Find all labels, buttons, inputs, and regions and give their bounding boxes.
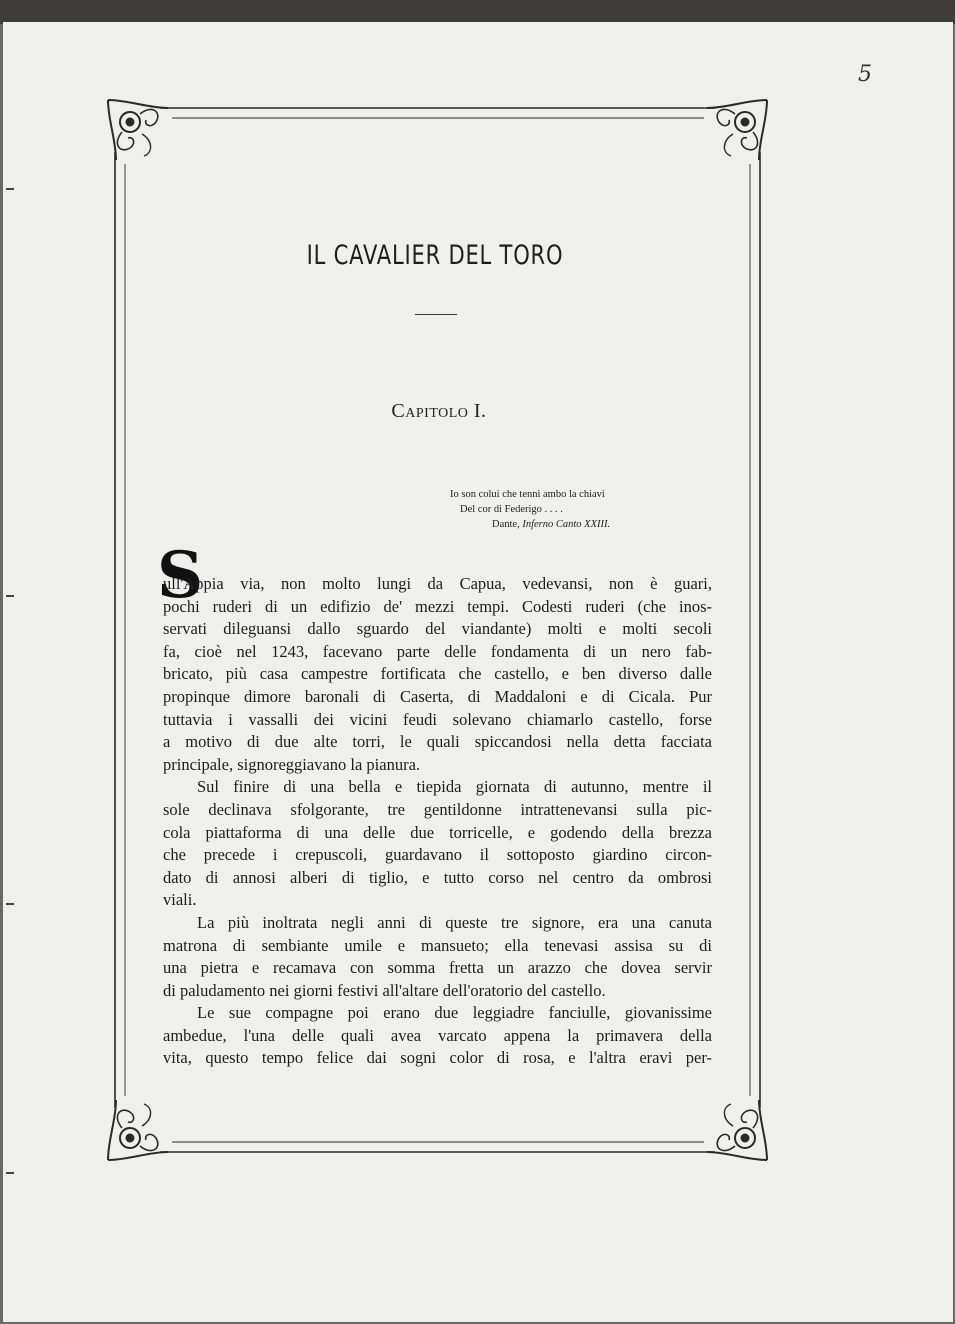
text-line: matrona di sembiante umile e mansueto; ella tenevasi assisa su di bbox=[163, 935, 712, 955]
text-line: tuttavia i vassalli dei vicini feudi solevano chiamarlo castello, forse bbox=[163, 709, 712, 729]
title-divider bbox=[415, 314, 457, 315]
epigraph-line: Del cor di Federigo . . . . bbox=[460, 504, 563, 515]
text-line: fa, cioè nel 1243, facevano parte delle fondamenta di un nero fab- bbox=[163, 641, 712, 661]
page-number: 5 bbox=[858, 62, 872, 87]
scan-mark bbox=[6, 1172, 14, 1174]
chapter-heading: Capitolo I. bbox=[391, 400, 487, 422]
epigraph-author: Dante, bbox=[492, 519, 520, 530]
text-line: La più inoltrata negli anni di queste tre signore, era una canuta bbox=[197, 912, 712, 932]
text-line: propinque dimore baronali di Caserta, di Maddaloni e di Cicala. Pur bbox=[163, 686, 712, 706]
scan-mark bbox=[6, 188, 14, 190]
drop-cap: S bbox=[157, 538, 204, 613]
text-line: ambedue, l'una delle quali avea varcato appena la primavera della bbox=[163, 1025, 712, 1045]
epigraph-work: Inferno Canto XXIII. bbox=[522, 519, 611, 530]
scan-mark bbox=[6, 903, 14, 905]
text-line: vita, questo tempo felice dai sogni color di rosa, e l'altra eravi per- bbox=[163, 1048, 712, 1068]
epigraph-attribution bbox=[400, 517, 712, 532]
text-line: una pietra e recamava con somma fretta un arazzo che dovea servir bbox=[163, 958, 712, 978]
text-line: Sul finire di una bella e tiepida giornata di autunno, mentre il bbox=[197, 777, 712, 797]
paragraph bbox=[163, 912, 712, 1002]
paragraph bbox=[163, 1002, 712, 1070]
text-line: principale, signoreggiavano la pianura. bbox=[163, 754, 421, 774]
book-title: IL CAVALIER DEL TORO bbox=[306, 240, 564, 271]
text-line: viali. bbox=[163, 890, 197, 910]
text-line: pochi ruderi di un edifizio de' mezzi tempi. Codesti ruderi (che inos- bbox=[163, 596, 712, 616]
text-line: servati dileguansi dallo sguardo del viandante) molti e molti secoli bbox=[163, 619, 712, 639]
text-line: Le sue compagne poi erano due leggiadre fanciulle, giovanissime bbox=[197, 1003, 712, 1023]
text-line: ull'Appia via, non molto lungi da Capua, vedevansi, non è guari, bbox=[163, 574, 712, 593]
text-line: sole declinava sfolgorante, tre gentildonne intrattenevansi sulla pic- bbox=[163, 799, 712, 819]
epigraph-line: Io son colui che tenni ambo la chiavi bbox=[450, 489, 605, 500]
chapter-body bbox=[163, 573, 712, 1070]
text-line: cola piattaforma di una delle due torricelle, e godendo della brezza bbox=[163, 822, 712, 842]
paragraph bbox=[163, 776, 712, 912]
text-line: di paludamento nei giorni festivi all'altare dell'oratorio del castello. bbox=[163, 980, 606, 1000]
text-line: dato di annosi alberi di tiglio, e tutto corso nel centro da ombrosi bbox=[163, 867, 712, 887]
epigraph bbox=[400, 487, 712, 532]
text-line: a motivo di due alte torri, le quali spiccandosi nella detta facciata bbox=[163, 732, 712, 752]
text-line: bricato, più casa campestre fortificata che castello, e ben diverso dalle bbox=[163, 664, 712, 684]
text-line: che precede i crepuscoli, guardavano il sottoposto giardino circon- bbox=[163, 845, 712, 865]
scan-mark bbox=[6, 595, 14, 597]
paragraph bbox=[163, 573, 712, 776]
